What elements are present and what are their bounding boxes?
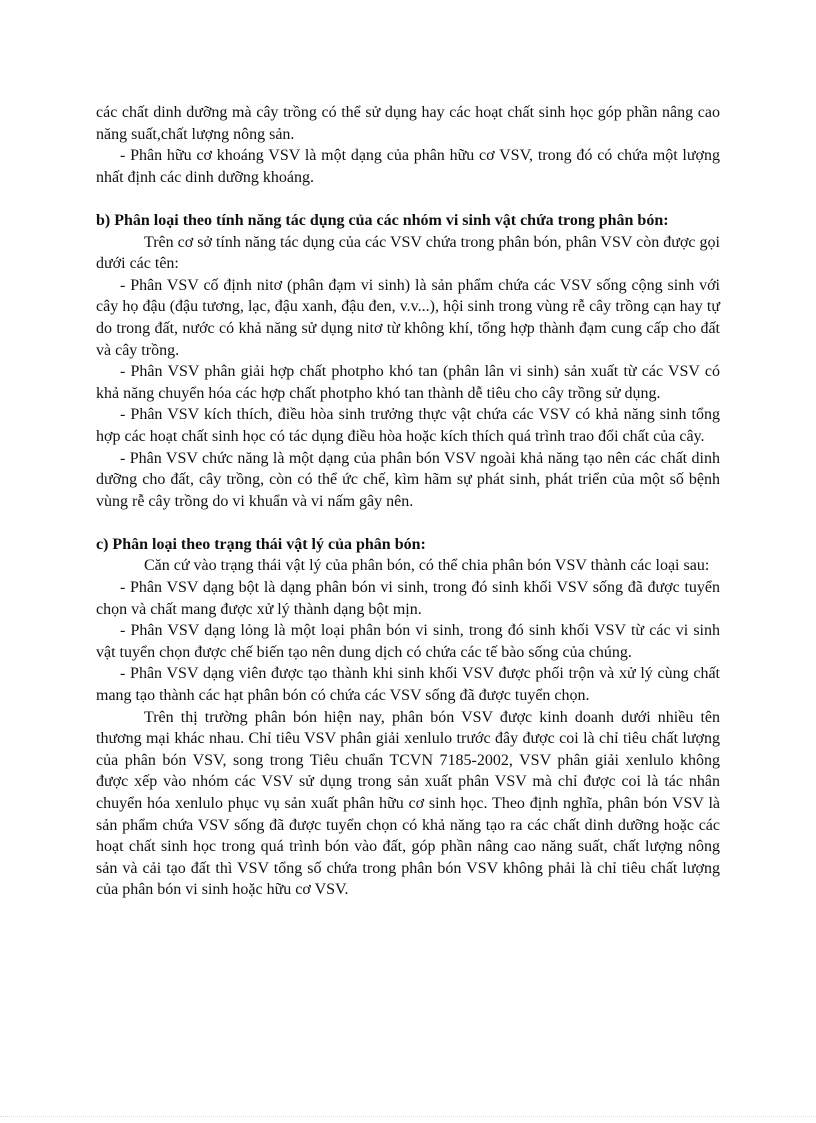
section-c-item-pellet: - Phân VSV dạng viên được tạo thành khi sinh khối VSV được phối trộn và xử lý cùng chất mang tạo thành các hạt phân bón có chứa các VSV sống đã được tuyển chọn. bbox=[96, 665, 720, 705]
section-c-item-powder: - Phân VSV dạng bột là dạng phân bón vi sinh, trong đó sinh khối VSV sống đã được tuyển chọn và chất mang được xử lý thành dạng bột mịn. bbox=[96, 579, 720, 618]
section-c-intro: Căn cứ vào trạng thái vật lý của phân bón, có thể chia phân bón VSV thành các loại sau: bbox=[144, 557, 710, 575]
section-c-closing: Trên thị trường phân bón hiện nay, phân bón VSV được kinh doanh dưới nhiều tên thương mại khác nhau. Chỉ tiêu VSV phân giải xenlulo trước đây được coi là chỉ tiêu chất lượng của phân bón VSV, song trong Tiêu chuẩn TCVN 7185-2002, VSV phân giải xenlulo không được xếp vào nhóm các VSV sử dụng trong sản xuất phân VSV mà chỉ được coi là tác nhân chuyển hóa xenlulo phục vụ sản xuất phân hữu cơ sinh học. Theo định nghĩa, phân bón VSV là sản phẩm chứa VSV sống đã được tuyển chọn có khả năng tạo ra các chất dinh dưỡng hoặc các hoạt chất sinh học trong quá trình bón vào đất, góp phần nâng cao năng suất, chất lượng nông sản và cải tạo đất thì VSV tổng số chứa trong phân bón VSV không phải là chỉ tiêu chất lượng của phân bón vi sinh hoặc hữu cơ VSV. bbox=[96, 708, 720, 899]
paragraph-continued: các chất dinh dưỡng mà cây trồng có thể sử dụng hay các hoạt chất sinh học góp phần nâng cao năng suất,chất lượng nông sản. bbox=[96, 104, 720, 143]
document-page bbox=[96, 102, 720, 901]
section-c-heading: c) Phân loại theo trạng thái vật lý của phân bón: bbox=[96, 535, 426, 553]
section-b-item-phosphorus: - Phân VSV phân giải hợp chất photpho khó tan (phân lân vi sinh) sản xuất từ các VSV có khả năng chuyển hóa các hợp chất photpho khó tan thành dễ tiêu cho cây trồng sử dụng. bbox=[96, 363, 720, 402]
section-b-intro: Trên cơ sở tính năng tác dụng của các VSV chứa trong phân bón, phân VSV còn được gọi dưới các tên: bbox=[96, 233, 720, 273]
spacer bbox=[96, 188, 720, 210]
section-b-item-nitrogen: - Phân VSV cố định nitơ (phân đạm vi sinh) là sản phẩm chứa các VSV sống cộng sinh với cây họ đậu (đậu tương, lạc, đậu xanh, đậu đen, v.v...), hội sinh trong vùng rễ cây trồng cạn hay tự do trong đất, nước có khả năng sử dụng nitơ từ không khí, tổng hợp thành đạm cung cấp cho đất và cây trồng. bbox=[96, 276, 720, 359]
spacer bbox=[96, 512, 720, 534]
section-b-item-growth: - Phân VSV kích thích, điều hòa sinh trưởng thực vật chứa các VSV có khả năng sinh tổng hợp các hoạt chất sinh học có tác dụng điều hòa hoặc kích thích quá trình trao đổi chất của cây. bbox=[96, 406, 720, 445]
paragraph-organic-mineral: - Phân hữu cơ khoáng VSV là một dạng của phân hữu cơ VSV, trong đó có chứa một lượng nhất định các dinh dưỡng khoáng. bbox=[96, 147, 720, 186]
section-b-heading: b) Phân loại theo tính năng tác dụng của các nhóm vi sinh vật chứa trong phân bón: bbox=[96, 211, 669, 229]
page-bottom-rule bbox=[0, 1116, 816, 1117]
section-c-item-liquid: - Phân VSV dạng lỏng là một loại phân bón vi sinh, trong đó sinh khối VSV từ các vi sinh vật tuyển chọn được chế biến tạo nên dung dịch có chứa các tế bào sống của chúng. bbox=[96, 622, 720, 661]
section-b-item-functional: - Phân VSV chức năng là một dạng của phân bón VSV ngoài khả năng tạo nên các chất dinh dưỡng cho đất, cây trồng, còn có thể ức chế, kìm hãm sự phát sinh, phát triển của một số bệnh vùng rễ cây trồng do vi khuẩn và vi nấm gây nên. bbox=[96, 449, 720, 510]
